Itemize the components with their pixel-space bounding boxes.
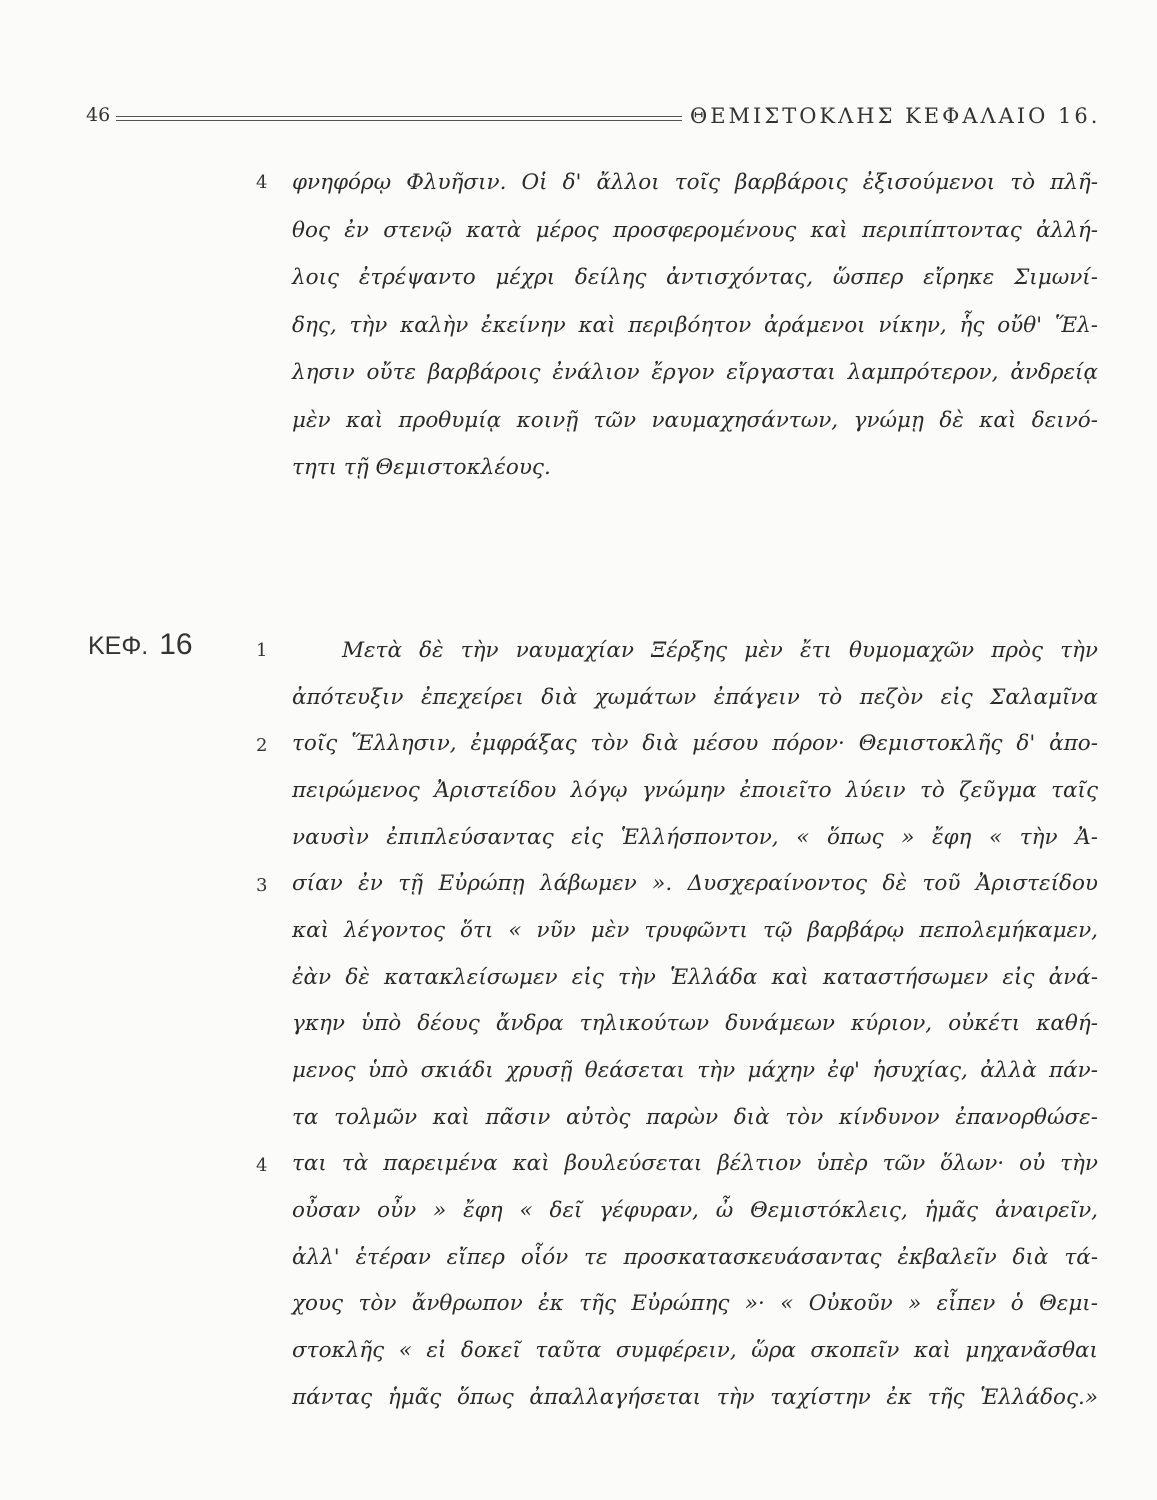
text-line: ἀπότευξιν ἐπεχείρει διὰ χωμάτων ἐπάγειν τὸ πεζὸν εἰς Σαλαμῖνα bbox=[292, 685, 1098, 710]
text-line: Μετὰ δὲ τὴν ναυμαχίαν Ξέρξης μὲν ἔτι θυμομαχῶν πρὸς τὴν bbox=[342, 638, 1098, 663]
text-line: πάντας ἡμᾶς ὅπως ἀπαλλαγήσεται τὴν ταχίστην ἐκ τῆς Ἑλλάδος.» bbox=[292, 1385, 1098, 1410]
text-line: μενος ὑπὸ σκιάδι χρυσῇ θεάσεται τὴν μάχην ἐφ' ἡσυχίας, ἀλλὰ πάν- bbox=[292, 1058, 1098, 1083]
text-line: μὲν καὶ προθυμίᾳ κοινῇ τῶν ναυμαχησάντων, γνώμῃ δὲ καὶ δεινό- bbox=[292, 408, 1098, 433]
text-line: τα τολμῶν καὶ πᾶσιν αὐτὸς παρὼν διὰ τὸν κίνδυνον ἐπανορθώσε- bbox=[292, 1105, 1098, 1130]
text-line: στοκλῆς « εἰ δοκεῖ ταῦτα συμφέρειν, ὥρα σκοπεῖν καὶ μηχανᾶσθαι bbox=[292, 1338, 1098, 1363]
text-line: ἀλλ' ἑτέραν εἴπερ οἷόν τε προσκατασκευάσαντας ἐκβαλεῖν διὰ τά- bbox=[292, 1245, 1098, 1270]
text-line: τοῖς Ἕλλησιν, ἐμφράξας τὸν διὰ μέσου πόρον· Θεμιστοκλῆς δ' ἀπο- bbox=[292, 731, 1098, 756]
text-line: ναυσὶν ἐπιπλεύσαντας εἰς Ἑλλήσποντον, « ὅπως » ἔφη « τὴν Ἀ- bbox=[292, 825, 1098, 850]
section-number: 2 bbox=[256, 735, 268, 756]
page-number: 46 bbox=[86, 104, 111, 126]
text-line: σίαν ἐν τῇ Εὐρώπῃ λάβωμεν ». Δυσχεραίνοντος δὲ τοῦ Ἀριστείδου bbox=[292, 871, 1098, 896]
chapter-label bbox=[88, 628, 193, 662]
text-line: θος ἐν στενῷ κατὰ μέρος προσφερομένους καὶ περιπίπτοντας ἀλλή- bbox=[292, 218, 1098, 243]
text-line: φνηφόρῳ Φλυῆσιν. Οἱ δ' ἄλλοι τοῖς βαρβάροις ἐξισούμενοι τὸ πλῆ- bbox=[292, 170, 1098, 195]
section-number: 4 bbox=[256, 172, 268, 193]
text-line: ται τὰ παρειμένα καὶ βουλεύσεται βέλτιον ὑπὲρ τῶν ὅλων· οὐ τὴν bbox=[292, 1151, 1098, 1176]
section-number: 3 bbox=[256, 875, 268, 896]
text-line: πειρώμενος Ἀριστείδου λόγῳ γνώμην ἐποιεῖτο λύειν τὸ ζεῦγμα ταῖς bbox=[292, 778, 1098, 803]
section-number: 4 bbox=[256, 1155, 268, 1176]
text-line: λοις ἐτρέψαντο μέχρι δείλης ἀντισχόντας, ὥσπερ εἴρηκε Σιμωνί- bbox=[292, 265, 1098, 290]
page-header bbox=[86, 96, 1106, 136]
text-line: ἐὰν δὲ κατακλείσωμεν εἰς τὴν Ἑλλάδα καὶ καταστήσωμεν εἰς ἀνά- bbox=[292, 965, 1098, 990]
text-line: γκην ὑπὸ δέους ἄνδρα τηλικούτων δυνάμεων κύριον, οὐκέτι καθή- bbox=[292, 1011, 1098, 1036]
section-number: 1 bbox=[256, 640, 268, 661]
text-line: λησιν οὔτε βαρβάροις ἐνάλιον ἔργον εἴργασται λαμπρότερον, ἀνδρείᾳ bbox=[292, 360, 1098, 385]
text-line: καὶ λέγοντος ὅτι « νῦν μὲν τρυφῶντι τῷ βαρβάρῳ πεπολεμήκαμεν, bbox=[292, 918, 1098, 943]
chapter-number: 16 bbox=[159, 628, 193, 661]
text-line: οὖσαν οὖν » ἔφη « δεῖ γέφυραν, ὦ Θεμιστόκλεις, ἡμᾶς ἀναιρεῖν, bbox=[292, 1198, 1098, 1223]
running-title: ΘΕΜΙΣΤΟΚΛΗΣ ΚΕΦΑΛΑΙΟ 16. bbox=[690, 104, 1101, 128]
text-line: χους τὸν ἄνθρωπον ἐκ τῆς Εὐρώπης »· « Οὐκοῦν » εἶπεν ὁ Θεμι- bbox=[292, 1291, 1098, 1316]
text-line: τητι τῇ Θεμιστοκλέους. bbox=[292, 455, 551, 480]
text-line: δης, τὴν καλὴν ἐκείνην καὶ περιβόητον ἀράμενοι νίκην, ἧς οὔθ' Ἕλ- bbox=[292, 313, 1098, 338]
chapter-abbrev: ΚΕΦ. bbox=[88, 632, 149, 660]
header-rule bbox=[116, 116, 682, 121]
